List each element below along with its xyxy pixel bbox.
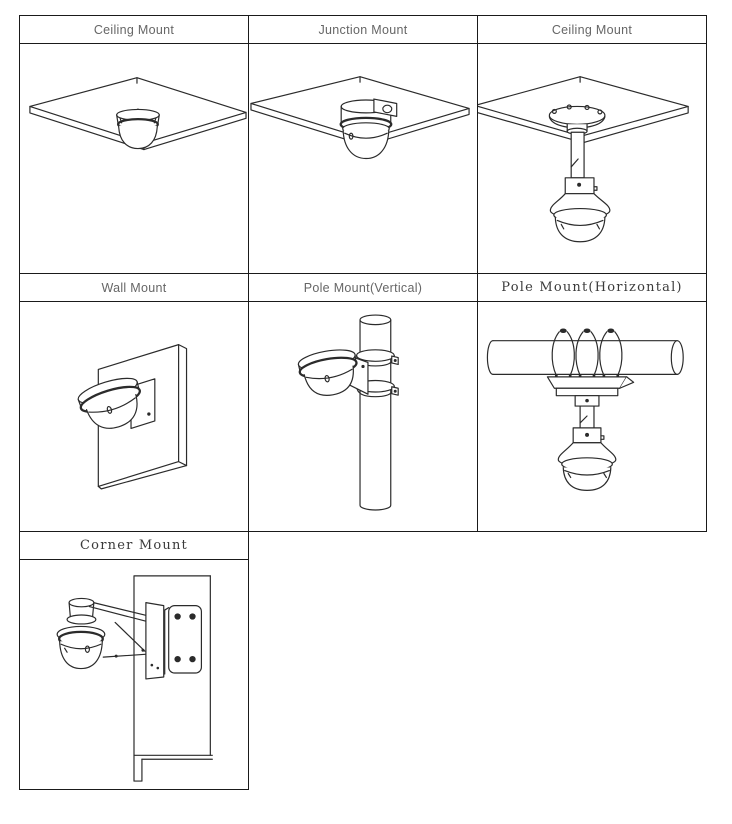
ceiling-mount-illustration [20,44,248,273]
corner-mount-illustration [20,560,248,789]
mount-label: Junction Mount [318,22,408,37]
mount-label: Ceiling Mount [551,22,633,37]
mount-header [20,532,248,560]
mount-label: Pole Mount(Vertical) [303,280,423,295]
mount-label: Ceiling Mount [93,22,175,37]
mount-label: Pole Mount(Horizontal) [501,280,683,295]
ceiling-pendant-mount-illustration [478,44,706,273]
wall-mount-illustration [20,302,248,531]
mount-cell-ceiling-2 [477,15,707,274]
mount-cell-wall [19,273,249,532]
mount-header [20,274,248,302]
mount-cell-ceiling-1 [19,15,249,274]
mount-cell-pole-vertical [248,273,478,532]
mount-label: Wall Mount [101,280,167,295]
mount-label: Corner Mount [80,538,188,553]
junction-mount-illustration [249,44,477,273]
pole-mount-horizontal-illustration [478,302,706,531]
mounting-options-table [19,15,707,790]
mount-row-3 [19,531,707,790]
mount-header [249,274,477,302]
mount-header [249,16,477,44]
mount-cell-pole-horizontal [477,273,707,532]
mount-cell-junction [248,15,478,274]
mount-cell-corner [19,531,249,790]
pole-mount-vertical-illustration [249,302,477,531]
mount-row-2 [19,273,707,532]
mount-header [20,16,248,44]
mount-row-1 [19,15,707,274]
mount-header [478,16,706,44]
mount-header [478,274,706,302]
